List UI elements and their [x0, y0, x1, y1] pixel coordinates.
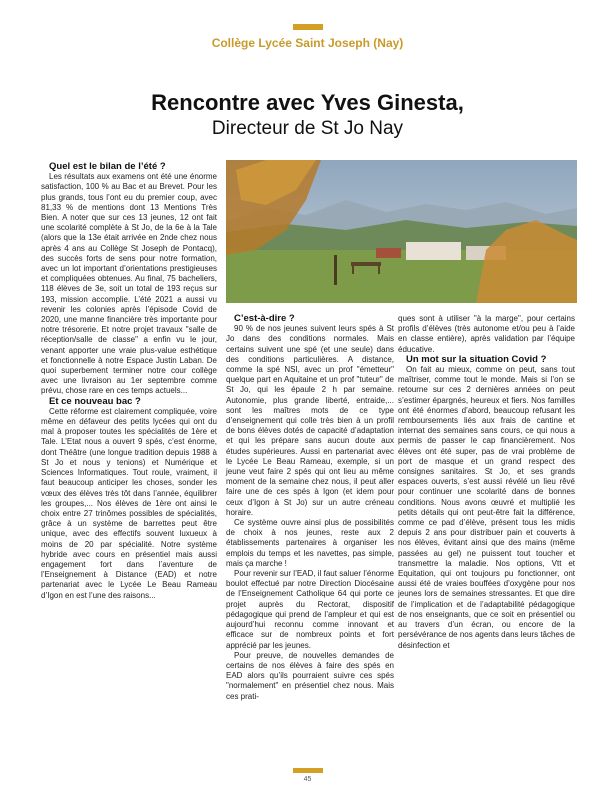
answer-paragraph: Pour preuve, de nouvelles demandes de certains de nos élèves à faire des spés en EAD alors qu’ils pourraient suivre ces spés "normalement" en présentiel chez nous. Mais ces prati-	[226, 650, 394, 701]
landscape-photo	[226, 160, 577, 303]
question-heading: Et ce nouveau bac ?	[49, 395, 141, 407]
column-1	[41, 162, 217, 601]
question-heading: Un mot sur la situation Covid ?	[406, 353, 547, 365]
school-header: Collège Lycée Saint Joseph (Nay)	[211, 36, 404, 50]
column-3	[398, 314, 575, 651]
question-heading: C’est-à-dire ?	[234, 313, 295, 324]
top-accent-bar	[293, 24, 323, 30]
footer-accent-bar	[293, 768, 323, 773]
article-title: Rencontre avec Yves Ginesta,	[151, 90, 464, 115]
answer-paragraph: Les résultats aux examens ont été une énorme satisfaction, 100 % au Bac et au Brevet. Pour les plus grands, tous l’ont eu du premier coup, avec 81,33 % de mentions dont 13 Mentions Très Bien. A noter que sur ces 13 jeunes, 12 ont fait une scolarité complète à St Jo, de la 6e à la Tale (alors que la 13e était arrivée en 2nde chez nous après 4 ans au Collège St Joseph de Pontacq), des succès forts de sens pour notre formation, avec un lot important d’orientations prestigieuses et compliquées obtenues. Au final, 75 bacheliers, 118 élèves de 3e, soit un total de 193 reçus sur 193, mission accomplie. L’été 2021 a aussi vu revenir les colonies après l’épisode Covid de 2020, une manne financière très importante pour notre trésorerie. Et notre projet travaux "salle de réception/salle de classe" a enfin vu le jour, venant apporter une vraie plus-value esthétique et fonctionnelle à notre Espace Justin Laban. De quoi superbement terminer notre cour collège avec une livraison au 1er septembre comme prévu, chose rare en ces temps actuels...	[41, 172, 217, 396]
answer-paragraph: On fait au mieux, comme on peut, sans tout maîtriser, comme tout le monde. Mais si l’on se retourne sur ces 2 dernières années on peut s’estimer épargnés, heureux et fiers. Nos familles ont été énormes d’abord, beaucoup refusant les remboursements liés aux frais de cantine et internat des semaines sans cours, ce qui nous a permis de passer le cap financièrement. Nos élèves ont été super, pas de vrai problème de port de masque et un grand respect des consignes sanitaires. St Jo, et ses grands espaces ouverts, s’est aussi révélé un lieu rêvé pour continuer une scolarité dans de bonnes conditions. Nous avons œuvré et multiplié les petits détails qui ont peut-être fait la différence, comme ce pad d’élève, présent tous les midis depuis 2 ans pour distribuer pain et couverts à nos élèves, évitant ainsi que des mains (même passées au gel) ne puissent tout toucher et transmettre la maladie. Nos options, Vtt et Equitation, qui ont toujours pu fonctionner, ont aussi été de vraies bouffées d’oxygène pour nos jeunes lors de semaines stressantes. Et que dire de l’implication et de l’adaptabilité pédagogique de nos enseignants, que ce soit en présentiel ou au travers d’un écran, ou encore de la persévérance de nos agents dans leurs tâches de désinfection et	[398, 365, 576, 650]
answer-paragraph: Pour revenir sur l’EAD, il faut saluer l’énorme boulot effectué par notre Direction Diocésaine de l’Enseignement Catholique 64 qui porte ce projet auprès du Rectorat, dispositif pédagogique qui prend de l’ampleur et qui est aujourd’hui reconnu comme innovant et efficace sur de nombreux points et fort apprécié par les jeunes.	[226, 569, 394, 650]
answer-paragraph: ques sont à utiliser "à la marge", pour certains profils d’élèves (très autonome et/ou peu à l’aide en classe entière), après validation par l’équipe éducative.	[398, 314, 575, 354]
answer-paragraph: Cette réforme est clairement compliquée, voire même en défaveur des petits lycées qui ont du mal à proposer toutes les spécialités de 1ère et Tale. L’Etat nous a ouvert 9 spés, c’est énorme, dont Théâtre (une longue tradition depuis 1988 à St Jo et nous y tenions) et Numérique et Sciences Informatiques. Tout roule, vraiment, il faut beaucoup anticiper les choses, sonder les vœux des élèves très tôt dans l’année, équilibrer les groupes,... Nos élèves de 1ère ont ainsi le choix entre 27 trinômes possibles de spécialités, grâce à un système de barrettes peut être unique, avec des effectifs souvent luxueux à moins de 20 par spécialité. Notre système hybride avec cours en présentiel mais aussi engagement fort dans l’aventure de l’Enseignement à Distance (EAD) et notre partenariat avec le Lycée Le Beau Rameau d’Igon en est l’une des raisons...	[41, 406, 217, 600]
page-number: 45	[303, 776, 312, 783]
question-heading: Quel est le bilan de l’été ?	[49, 161, 166, 172]
article-subtitle: Directeur de St Jo Nay	[211, 118, 404, 139]
answer-paragraph: Ce système ouvre ainsi plus de possibilités de choix à nos jeunes, reste aux 2 établissements partenaires à organiser les emplois du temps et les navettes, pas simple, mais ça marche !	[226, 518, 394, 568]
answer-paragraph: 90 % de nos jeunes suivent leurs spés à St Jo dans des conditions normales. Mais certains suivent une spé (et une seule) dans des conditions particulières. A distance, comme la spé NSI, avec un prof "émetteur" quelque part en Aquitaine et un prof "tuteur" de St Jo, qui les épaule 2 h par semaine. Autonomie, plus grande liberté, entraide,... sont les maîtres mots de ce type d’enseignement qui colle très bien à un profil de bons élèves dotés de capacité d’adaptation et qui les prépare sans aucun doute aux études supérieures. Aussi en partenariat avec le Lycée Le Beau Rameau, exemple, si un jeune veut faire 2 spés qui ont lieu au même moment de la semaine chez nous, il peut aller faire une de ces spés à Igon (et idem pour ceux d’Igon à St Jo) sur un autre créneau horaire.	[226, 324, 394, 517]
column-2	[226, 314, 394, 702]
